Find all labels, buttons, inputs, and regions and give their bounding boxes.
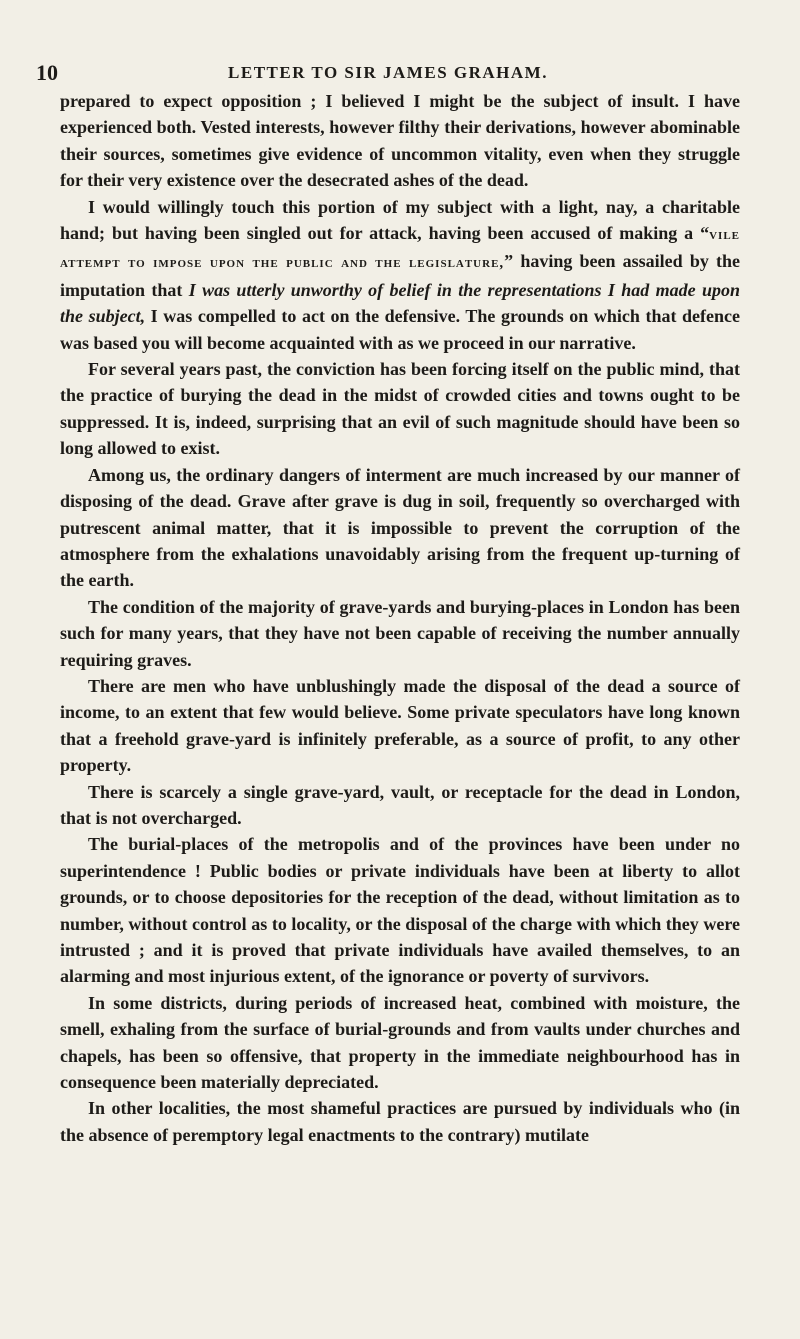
paragraph-10: In other localities, the most shameful practices are pursued by individuals who (in the absence of peremptory legal enactments to the contrary) mutilate	[60, 1098, 740, 1145]
page-number: 10	[36, 60, 58, 85]
body-text	[60, 88, 740, 1148]
paragraph-2-end: I was compelled to act on the defensive. The grounds on which that defence was based you will become acquainted with as we proceed in our narrative.	[60, 306, 740, 353]
imputation-text: I was utterly unworthy of belief in the representations I had made upon the subject,	[60, 279, 740, 327]
paragraph-2-middle: ” having been assailed by the imputation that	[60, 251, 740, 300]
quoted-accusation: vile attempt to impose upon the public and the legislature,	[60, 227, 740, 272]
paragraph-2	[60, 194, 740, 356]
paragraph-3: For several years past, the conviction has been forcing itself on the public mind, that the practice of burying the dead in the midst of crowded cities and towns ought to be suppressed. It is, indeed, surprising that an evil of such magnitude should have been so long allowed to exist.	[60, 359, 740, 459]
paragraph-6: There are men who have unblushingly made the disposal of the dead a source of income, to an extent that few would believe. Some private speculators have long known that a freehold grave-yard is infinitely preferable, as a source of profit, to any other property.	[60, 675, 740, 776]
paragraph-5: The condition of the majority of grave-yards and burying-places in London has been such for many years, that they have not been capable of receiving the number annually requiring graves.	[60, 596, 740, 670]
paragraph-7: There is scarcely a single grave-yard, vault, or receptacle for the dead in London, that is not overcharged.	[60, 781, 740, 828]
running-head	[36, 60, 740, 84]
paragraph-2-intro: I would willingly touch this portion of my subject with a light, nay, a charitable hand; but having been singled out for attack, having been accused of making a “	[60, 196, 740, 244]
paragraph-4: Among us, the ordinary dangers of interment are much increased by our manner of disposing of the dead. Grave after grave is dug in soil, frequently so overcharged with putrescent animal matter, that it is impossible to prevent the corruption of the atmosphere from the exhalations unavoidably arising from the frequent up-turning of the earth.	[60, 464, 740, 591]
running-title: LETTER TO SIR JAMES GRAHAM.	[228, 63, 548, 82]
paragraph-8: The burial-places of the metropolis and of the provinces have been under no superintendence ! Public bodies or private individuals have been at liberty to allot grounds, or to choose depositories for the reception of the dead, without limitation as to number, without control as to locality, or the disposal of the charge with which they were intrusted ; and it is proved that private individuals have availed themselves, to an alarming and most injurious extent, of the ignorance or poverty of survivors.	[60, 834, 740, 987]
paragraph-9: In some districts, during periods of increased heat, combined with moisture, the smell, exhaling from the surface of burial-grounds and from vaults under churches and chapels, has been so offensive, that property in the immediate neighbourhood has in consequence been materially depreciated.	[60, 992, 740, 1093]
paragraph-1: prepared to expect opposition ; I believed I might be the subject of insult. I have experienced both. Vested interests, however filthy their derivations, however abominable their sources, sometimes give evidence of uncommon vitality, even when they struggle for their very existence over the desecrated ashes of the dead.	[60, 91, 740, 191]
